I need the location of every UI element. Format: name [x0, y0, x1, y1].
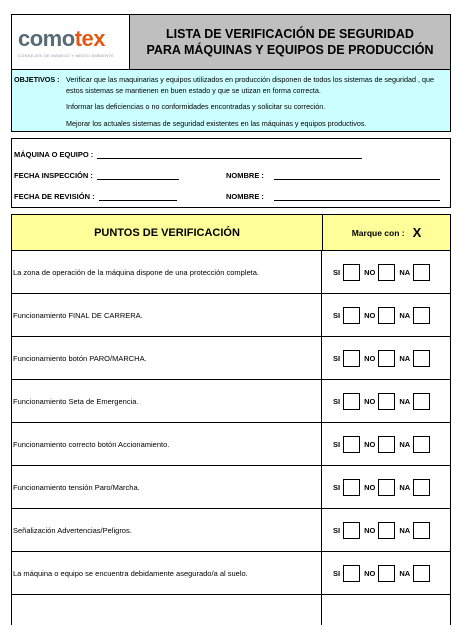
na-checkbox[interactable] — [413, 350, 430, 367]
name-label-1: NOMBRE : — [226, 171, 264, 180]
option-no-label: NO — [364, 267, 376, 277]
company-logo — [12, 15, 130, 69]
table-row — [12, 251, 450, 294]
option-na-label: NA — [399, 353, 411, 363]
option-no-label: NO — [364, 353, 376, 363]
answer-options — [322, 251, 450, 293]
objectives-label: OBJETIVOS : — [14, 75, 60, 84]
na-checkbox[interactable] — [413, 393, 430, 410]
verification-item: Funcionamiento FINAL DE CARRERA. — [12, 294, 322, 336]
inspection-date-field[interactable] — [97, 170, 179, 180]
option-na-label: NA — [399, 482, 411, 492]
na-checkbox[interactable] — [413, 565, 430, 582]
empty-desc-cell — [12, 595, 322, 625]
table-row — [12, 552, 450, 595]
option-na-label: NA — [399, 267, 411, 277]
document-title — [130, 15, 450, 69]
option-na-label: NA — [399, 396, 411, 406]
table-row — [12, 466, 450, 509]
si-checkbox[interactable] — [343, 393, 360, 410]
objective-3: Mejorar los actuales sistemas de seguridad existentes en las máquinas y equipos productivos. — [66, 118, 367, 128]
name-field-2[interactable] — [274, 191, 440, 201]
na-checkbox[interactable] — [413, 264, 430, 281]
na-checkbox[interactable] — [413, 522, 430, 539]
answer-options — [322, 552, 450, 594]
verification-item: La máquina o equipo se encuentra debidamente asegurado/a al suelo. — [12, 552, 322, 594]
table-row — [12, 509, 450, 552]
verification-item: Funcionamiento botón PARO/MARCHA. — [12, 337, 322, 379]
mark-symbol: X — [412, 225, 422, 240]
option-no-label: NO — [364, 310, 376, 320]
option-na-label: NA — [399, 310, 411, 320]
table-row — [12, 294, 450, 337]
logo-prefix: como — [18, 25, 75, 51]
verification-item: Funcionamiento tensión Paro/Marcha. — [12, 466, 322, 508]
info-section — [11, 138, 451, 208]
table-row — [12, 380, 450, 423]
revision-date-field[interactable] — [99, 191, 177, 201]
option-si-label: SI — [333, 525, 341, 535]
verification-table — [11, 214, 451, 625]
option-si-label: SI — [333, 396, 341, 406]
no-checkbox[interactable] — [378, 264, 395, 281]
inspection-date-label: FECHA INSPECCIÓN : — [14, 171, 93, 180]
no-checkbox[interactable] — [378, 436, 395, 453]
mark-header-label: Marque con : — [351, 227, 405, 238]
option-si-label: SI — [333, 439, 341, 449]
option-no-label: NO — [364, 482, 376, 492]
option-na-label: NA — [399, 568, 411, 578]
option-no-label: NO — [364, 525, 376, 535]
no-checkbox[interactable] — [378, 522, 395, 539]
na-checkbox[interactable] — [413, 479, 430, 496]
verification-item: La zona de operación de la máquina dispone de una protección completa. — [12, 251, 322, 293]
si-checkbox[interactable] — [343, 479, 360, 496]
logo-accent: tex — [74, 25, 105, 51]
option-si-label: SI — [333, 482, 341, 492]
document-header — [11, 14, 451, 70]
verification-item: Funcionamiento correcto botón Accionamiento. — [12, 423, 322, 465]
option-na-label: NA — [399, 439, 411, 449]
no-checkbox[interactable] — [378, 479, 395, 496]
answer-options — [322, 466, 450, 508]
si-checkbox[interactable] — [343, 436, 360, 453]
logo-wordmark — [18, 27, 129, 51]
option-si-label: SI — [333, 568, 341, 578]
name-field-1[interactable] — [274, 170, 440, 180]
no-checkbox[interactable] — [378, 307, 395, 324]
table-row — [12, 337, 450, 380]
table-row-empty — [12, 595, 450, 625]
answer-options — [322, 337, 450, 379]
option-no-label: NO — [364, 568, 376, 578]
option-si-label: SI — [333, 310, 341, 320]
option-no-label: NO — [364, 439, 376, 449]
no-checkbox[interactable] — [378, 350, 395, 367]
logo-tagline: CONSEJOS DE MANEJO Y MEDIO AMBIENTE — [18, 52, 115, 58]
si-checkbox[interactable] — [343, 264, 360, 281]
option-si-label: SI — [333, 353, 341, 363]
answer-options — [322, 509, 450, 551]
si-checkbox[interactable] — [343, 307, 360, 324]
revision-date-label: FECHA DE REVISIÓN : — [14, 192, 95, 201]
na-checkbox[interactable] — [413, 436, 430, 453]
na-checkbox[interactable] — [413, 307, 430, 324]
answer-options — [322, 423, 450, 465]
answer-options — [322, 294, 450, 336]
option-na-label: NA — [399, 525, 411, 535]
name-label-2: NOMBRE : — [226, 192, 264, 201]
machine-label: MÁQUINA O EQUIPO : — [14, 150, 94, 159]
no-checkbox[interactable] — [378, 565, 395, 582]
empty-mark-cell — [322, 595, 450, 625]
si-checkbox[interactable] — [343, 565, 360, 582]
verification-item: Funcionamiento Seta de Emergencia. — [12, 380, 322, 422]
no-checkbox[interactable] — [378, 393, 395, 410]
verification-item: Señalización Advertencias/Peligros. — [12, 509, 322, 551]
objective-2: Informar las deficiencias o no conformidades encontradas y solicitar su correción. — [66, 102, 326, 111]
title-line-1: LISTA DE VERIFICACIÓN DE SEGURIDAD — [166, 27, 414, 41]
table-row — [12, 423, 450, 466]
table-header — [12, 215, 450, 251]
points-header: PUNTOS DE VERIFICACIÓN — [12, 215, 323, 250]
mark-header — [323, 215, 450, 250]
title-line-2: PARA MÁQUINAS Y EQUIPOS DE PRODUCCIÓN — [146, 43, 434, 57]
option-no-label: NO — [364, 396, 376, 406]
option-si-label: SI — [333, 267, 341, 277]
objectives-section — [11, 70, 451, 132]
answer-options — [322, 380, 450, 422]
table-body — [12, 251, 450, 595]
machine-field[interactable] — [97, 149, 362, 159]
si-checkbox[interactable] — [343, 350, 360, 367]
si-checkbox[interactable] — [343, 522, 360, 539]
objective-1: Verificar que las maquinarias y equipos utilizados en producción disponen de todos los sistemas de seguridad , que estos sistemas se mantienen en buen estado y que se utizan en forma correcta. — [66, 75, 434, 95]
